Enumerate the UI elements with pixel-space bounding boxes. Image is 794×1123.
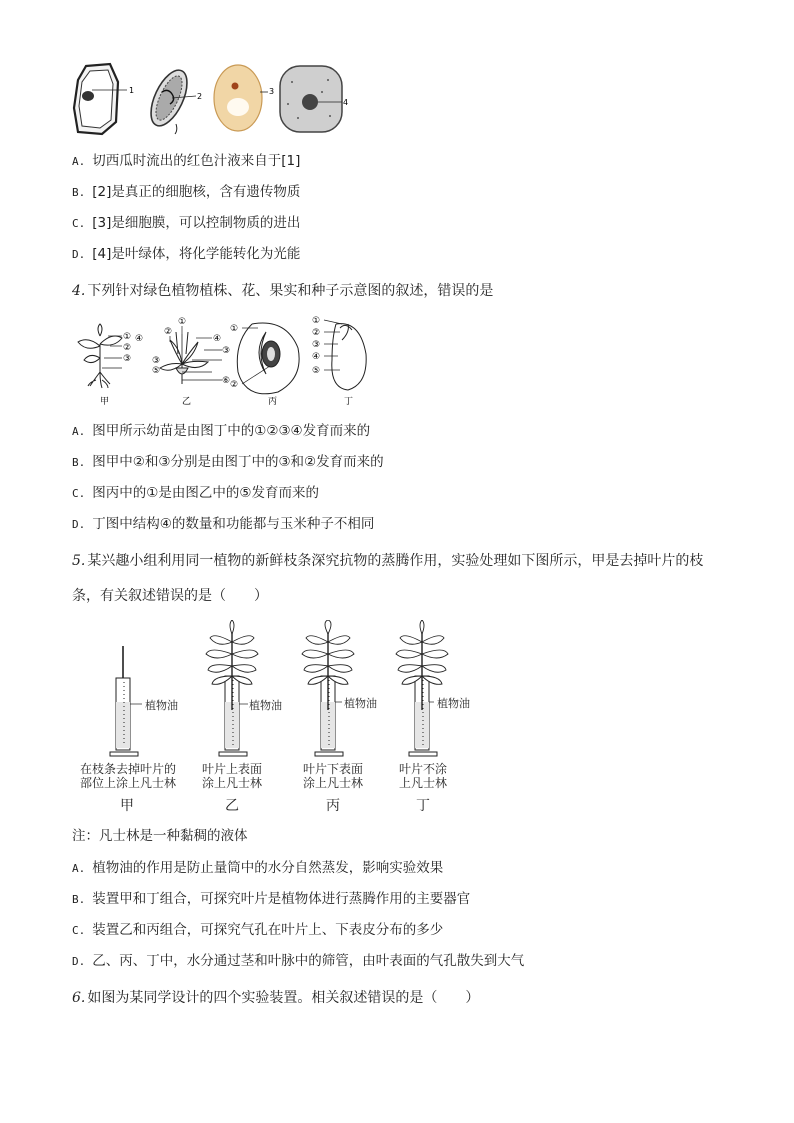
jia-label-4: ④ — [135, 334, 144, 344]
caption-jia: 在枝条去掉叶片的 部位上涂上凡士林 — [79, 762, 176, 790]
ding-label-3: ③ — [312, 340, 321, 350]
fig-label-ding: 丁 — [344, 397, 354, 407]
oil-label-bing: 植物油 — [344, 697, 377, 710]
oil-label-yi: 植物油 — [249, 699, 282, 712]
yi-label-1: ① — [178, 317, 187, 327]
cell-label-3: 3 — [269, 87, 275, 96]
q4-option-d: D. 丁图中结构④的数量和功能都与玉米种子不相同 — [72, 516, 375, 532]
ding-label-5: ⑤ — [312, 366, 321, 376]
flower-image — [160, 332, 208, 384]
q3-cell-figure — [72, 62, 362, 138]
q4-plant-figure — [72, 314, 372, 410]
q4-option-a: A. 图甲所示幼苗是由图丁中的①②③④发育而来的 — [72, 423, 371, 439]
cell-label-4: 4 — [343, 98, 349, 107]
q3-option-d: D. [4]是叶绿体，将化学能转化为光能 — [72, 246, 301, 262]
oil-label-ding: 植物油 — [437, 697, 470, 710]
q4-option-c: C. 图丙中的①是由图乙中的⑤发育而来的 — [72, 485, 319, 501]
fig-label-yi: 乙 — [182, 397, 192, 407]
device-name-yi: 乙 — [225, 798, 239, 814]
cell-label-2: 2 — [197, 92, 203, 101]
q5-transpiration-figure — [72, 620, 472, 765]
device-name-ding: 丁 — [416, 798, 430, 814]
q5-stem-line1: 5. 某兴趣小组利用同一植物的新鲜枝条深究抗物的蒸腾作用，实验处理如下图所示，甲是去掉叶片的枝 — [72, 553, 704, 569]
ding-label-1: ① — [312, 316, 321, 326]
q5-option-d: D. 乙、丙、丁中，水分通过茎和叶脉中的筛管，由叶表面的气孔散失到大气 — [72, 953, 525, 969]
jia-label-1: ① — [123, 332, 132, 342]
q6-stem: 6. 如图为某同学设计的四个实验装置。相关叙述错误的是（ ） — [72, 990, 480, 1006]
cylinder-jia — [110, 646, 138, 756]
q5-option-b: B. 装置甲和丁组合，可探究叶片是植物体进行蒸腾作用的主要器官 — [72, 891, 471, 907]
bing-label-2: ② — [230, 380, 239, 390]
jia-label-3: ③ — [123, 354, 132, 364]
q3-option-a: A. 切西瓜时流出的红色汁液来自于[1] — [72, 153, 301, 169]
caption-ding: 叶片不涂 上凡士林 — [398, 762, 447, 790]
yi-label-5: ⑤ — [152, 366, 161, 376]
oil-label-jia: 植物油 — [145, 699, 178, 712]
yi-label-3: ③ — [222, 346, 231, 356]
caption-yi: 叶片上表面 涂上凡士林 — [201, 762, 262, 790]
yi-label-4: ④ — [213, 334, 222, 344]
ding-label-4: ④ — [312, 352, 321, 362]
cylinder-bing — [315, 630, 343, 756]
bing-label-1: ① — [230, 324, 239, 334]
q3-option-c: C. [3]是细胞膜，可以控制物质的进出 — [72, 215, 301, 231]
device-name-jia: 甲 — [120, 798, 134, 814]
seed-image — [332, 324, 366, 390]
caption-bing: 叶片下表面 涂上凡士林 — [302, 762, 363, 790]
cell-label-1: 1 — [129, 86, 135, 95]
fig-label-bing: 丙 — [268, 397, 278, 407]
bacterium-image — [144, 65, 196, 134]
q4-option-b: B. 图甲中②和③分别是由图丁中的③和②发育而来的 — [72, 454, 384, 470]
yi-label-6: ⑥ — [222, 376, 231, 386]
cylinder-yi — [219, 630, 247, 756]
yi-label-2: ② — [164, 327, 173, 337]
jia-label-2: ② — [123, 343, 132, 353]
yi-label-3b: ③ — [152, 356, 161, 366]
q5-option-a: A. 植物油的作用是防止量筒中的水分自然蒸发，影响实验效果 — [72, 860, 444, 876]
fruit-image — [237, 323, 299, 394]
device-name-bing: 丙 — [326, 798, 340, 814]
q3-option-b: B. [2]是真正的细胞核，含有遗传物质 — [72, 184, 301, 200]
cylinder-ding — [409, 630, 437, 756]
q4-stem: 4. 下列针对绿色植物植株、花、果实和种子示意图的叙述，错误的是 — [72, 283, 494, 299]
q5-note: 注：凡士林是一种黏稠的液体 — [72, 828, 248, 844]
animal-cell-image — [280, 66, 342, 132]
q5-stem-line2: 条，有关叙述错误的是（ ） — [72, 588, 268, 604]
fig-label-jia: 甲 — [100, 397, 110, 407]
plant-cell-image — [74, 64, 127, 134]
q5-option-c: C. 装置乙和丙组合，可探究气孔在叶片上、下表皮分布的多少 — [72, 922, 444, 938]
ding-label-2: ② — [312, 328, 321, 338]
egg-cell-image — [214, 65, 268, 131]
seedling-image — [78, 324, 122, 388]
